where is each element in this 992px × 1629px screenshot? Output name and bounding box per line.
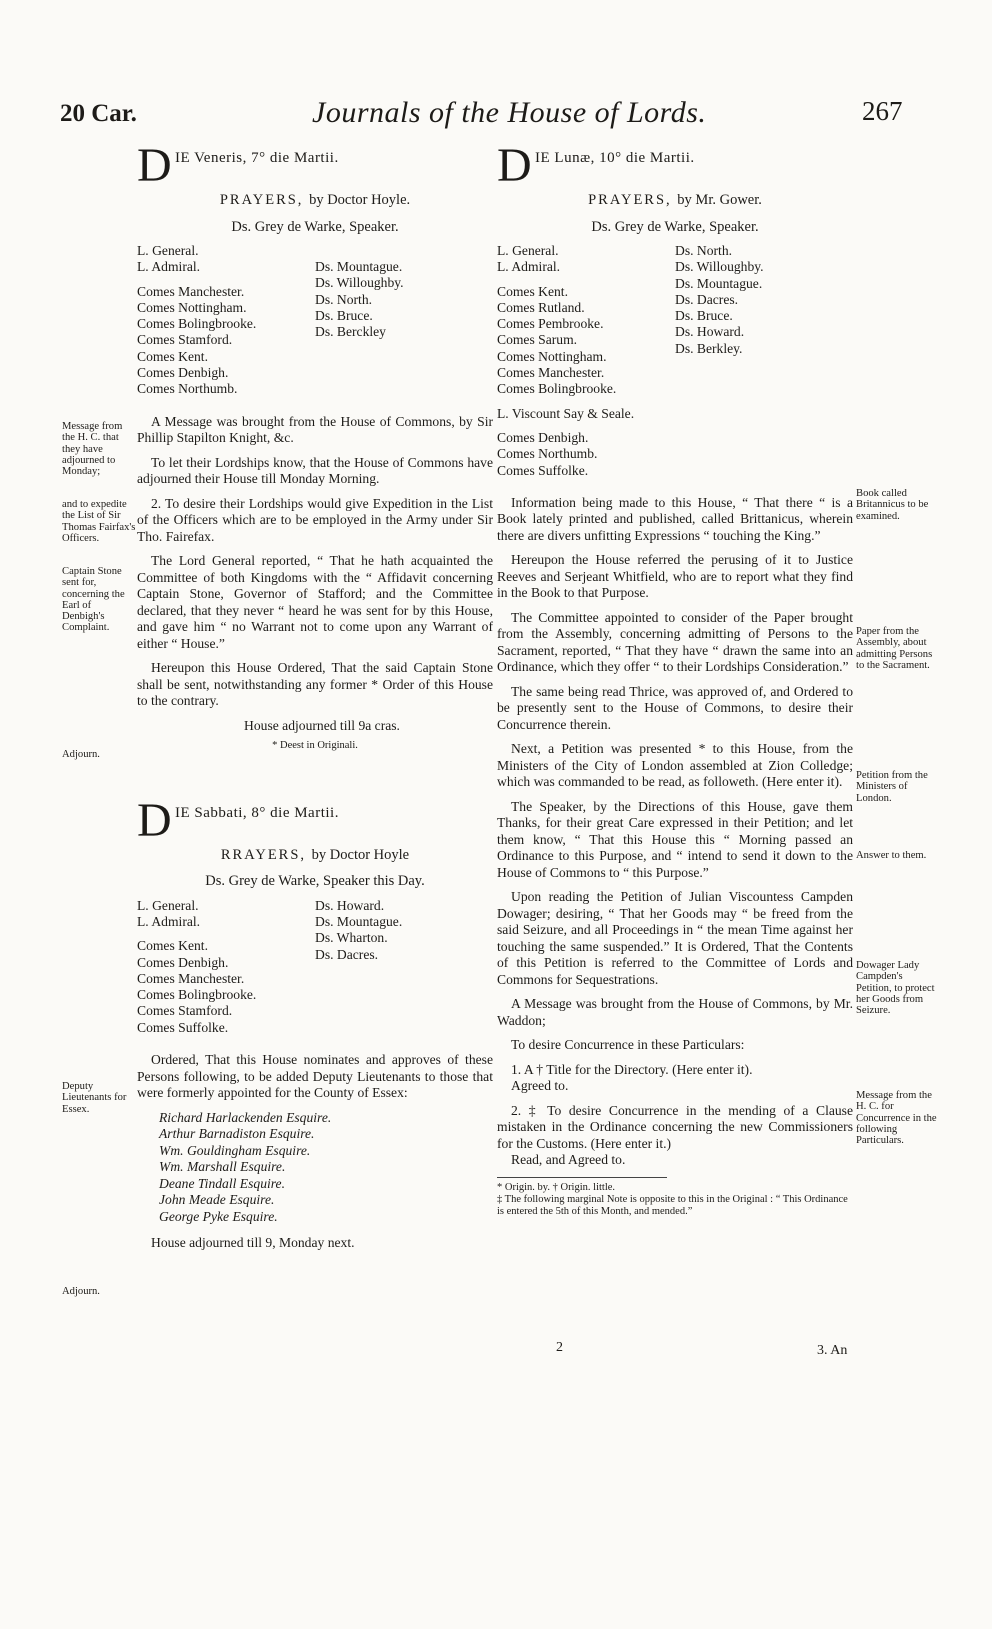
peer: Ds. Wharton. <box>315 930 388 946</box>
paragraph-committee-report: The Committee appointed to consider of the Paper brought from the Assembly, concerning admitting of Persons to the Sacrament, reported, “ That they have “ drawn the same into an Ordinance, which they offer “ to their Lordships Consideration.” <box>497 609 853 675</box>
peers-column-1 <box>137 243 315 398</box>
peer: Ds. Dacres. <box>315 946 379 962</box>
name-item: Wm. Gouldingham Esquire. <box>159 1142 311 1158</box>
peer: Ds. North. <box>315 291 373 307</box>
peers-column-2 <box>315 898 493 1036</box>
footnote-rule <box>497 1177 667 1178</box>
page-title: Journals of the House of Lords. <box>312 96 707 129</box>
paragraph-read-thrice: The same being read Thrice, was approved of, and Ordered to be presently sent to the House of Commons, to desire their Concurrence therein. <box>497 683 853 732</box>
peer: Comes Bolingbrooke. <box>137 987 257 1003</box>
peer: Ds. Dacres. <box>675 291 739 307</box>
peer: Comes Sarum. <box>497 332 578 348</box>
paragraph-deputy-lieutenants: Ordered, That this House nominates and approves of these Persons following, to be added Deputy Lieutenants to those that were formerly appointed for the County of Essex: <box>137 1052 493 1101</box>
margin-note: Deputy Lieutenants for Essex. <box>62 1081 127 1115</box>
peer: Comes Pembrooke. <box>497 316 604 332</box>
footnote: * Deest in Originali. <box>272 740 358 752</box>
margin-note: Dowager Lady Campden's Petition, to protect her Goods from Seizure. <box>856 960 935 1017</box>
peers-column-1 <box>497 243 675 479</box>
peer: L. General. <box>137 243 199 258</box>
paragraph-adjourned: To let their Lordships know, that the House of Commons have adjourned their House till Monday Morning. <box>137 454 493 487</box>
prayers-label: PRAYERS, <box>588 192 672 208</box>
peer: Comes Nottingham. <box>497 348 607 364</box>
peer: L. Viscount Say & Seale. <box>497 405 635 421</box>
header-regnal-year: 20 Car. <box>60 100 137 127</box>
prayers-by: by Doctor Hoyle. <box>309 192 411 208</box>
margin-note: Book called Britannicus to be examined. <box>856 488 929 522</box>
margin-note: Message from the H. C. that they have adjourned to Monday; <box>62 421 123 478</box>
session-heading-8-march <box>137 793 493 847</box>
right-column <box>497 139 853 1218</box>
peer: Comes Suffolke. <box>137 1019 229 1035</box>
peer: Comes Manchester. <box>497 365 605 381</box>
peer: Comes Northumb. <box>137 381 238 397</box>
name-item: John Meade Esquire. <box>159 1192 275 1208</box>
paragraph-information: Information being made to this House, “ That there “ is a Book lately printed and published, called Brittanicus, wherein there are divers unfitting Expressions “ touching the King.” <box>497 494 853 543</box>
name-item: Richard Harlackenden Esquire. <box>159 1109 332 1125</box>
catchword: 3. An <box>817 1343 848 1358</box>
item-customs: 2. ‡ To desire Concurrence in the mending of a Clause mistaken in the Ordinance concerning the new Commissioners for the Customs. (Here enter it.) <box>497 1102 853 1151</box>
paragraph-message: A Message was brought from the House of Commons, by Mr. Waddon; <box>497 996 853 1028</box>
peer: Comes Denbigh. <box>137 365 229 381</box>
paragraph-expedition: 2. To desire their Lordships would give Expedition in the List of the Officers which are to be employed in the Army under Sir Tho. Fairefax. <box>137 495 493 544</box>
peer: L. Admiral. <box>137 259 201 275</box>
prayers-line <box>137 847 493 864</box>
item-agreed: Agreed to. <box>511 1078 569 1094</box>
peer: L. Admiral. <box>137 913 201 929</box>
peer: L. General. <box>137 897 199 913</box>
peers-list <box>137 898 493 1036</box>
adjournment: House adjourned till 9a cras. <box>244 717 400 733</box>
peer: Comes Stamford. <box>137 1003 233 1019</box>
peers-list <box>137 243 493 398</box>
peer: L. General. <box>497 243 559 258</box>
page-number: 267 <box>862 96 903 126</box>
footnote: * Origin. by. † Origin. little. <box>497 1181 616 1193</box>
left-column <box>137 139 493 1260</box>
prayers-line <box>137 192 493 209</box>
item-directory: 1. A † Title for the Directory. (Here enter it). <box>511 1061 753 1077</box>
peer: Ds. Willoughby. <box>675 259 764 275</box>
item-read-agreed: Read, and Agreed to. <box>511 1152 626 1168</box>
prayers-label: PRAYERS, <box>219 192 304 208</box>
peer: Comes Nottingham. <box>137 299 247 315</box>
peer: Comes Northumb. <box>497 446 598 462</box>
margin-note: Paper from the Assembly, about admitting Persons to the Sacrament. <box>856 626 933 671</box>
peer: Comes Bolingbrooke. <box>137 316 257 332</box>
peer: Ds. Howard. <box>315 897 385 913</box>
peer: Comes Kent. <box>137 348 208 364</box>
paragraph-concurrence: To desire Concurrence in these Particulars: <box>511 1037 745 1053</box>
speaker-line: Ds. Grey de Warke, Speaker this Day. <box>205 873 425 890</box>
paragraph-referred: Hereupon the House referred the perusing of it to Justice Reeves and Serjeant Whitfield, who are to report what they find in the Book to that Purpose. <box>497 552 853 601</box>
paragraph-message: A Message was brought from the House of Commons, by Sir Phillip Stapilton Knight, &c. <box>137 413 493 446</box>
peer: Comes Bolingbrooke. <box>497 381 617 397</box>
signature-mark: 2 <box>556 1340 563 1355</box>
margin-note: and to expedite the List of Sir Thomas Fairfax's Officers. <box>62 499 136 544</box>
session-heading-7-march <box>137 139 493 192</box>
peer: Ds. Mountague. <box>315 913 403 929</box>
margin-note: Petition from the Ministers of London. <box>856 770 928 804</box>
prayers-label: RRAYERS, <box>220 846 307 863</box>
adjournment: House adjourned till 9, Monday next. <box>151 1235 355 1251</box>
peer: Ds. North. <box>675 243 733 258</box>
session-heading-10-march <box>497 139 853 192</box>
peers-column-2 <box>315 243 493 398</box>
peer: Ds. Mountague. <box>675 275 763 291</box>
peer: L. Admiral. <box>497 259 561 275</box>
name-item: George Pyke Esquire. <box>159 1208 278 1224</box>
prayers-by: by Doctor Hoyle <box>311 846 410 863</box>
paragraph-petition-ministers: Next, a Petition was presented * to this House, from the Ministers of the City of London assembled at Zion Colledge; which was commanded to be read, as followeth. (Here enter it). <box>497 741 853 790</box>
paragraph-campden-petition: Upon reading the Petition of Julian Viscountess Campden Dowager; desiring, “ That her Goods may “ be freed from the said Seizure, and all Proceedings in “ the mean Time against her touching the same suspended.” It is Ordered, That the Contents of this Petition is referred to the Committee of Lords and Commons for Sequestrations. <box>497 889 853 987</box>
session-date: IE Veneris, 7° die Martii. <box>175 150 339 166</box>
peer: Comes Manchester. <box>137 970 245 986</box>
session-date: IE Lunæ, 10° die Martii. <box>535 150 695 166</box>
peer: Ds. Berckley <box>315 324 386 340</box>
margin-note: Answer to them. <box>856 850 927 861</box>
drop-cap: D <box>497 139 532 192</box>
peer: Comes Kent. <box>137 938 208 954</box>
name-item: Deane Tindall Esquire. <box>159 1175 285 1191</box>
prayers-by: by Mr. Gower. <box>677 192 762 208</box>
drop-cap: D <box>137 139 172 192</box>
speaker-line: Ds. Grey de Warke, Speaker. <box>591 218 759 235</box>
footnote: ‡ The following marginal Note is opposite to this in the Original : “ This Ordinance is entered the 5th of this Month, and mended.” <box>497 1193 848 1217</box>
session-date: IE Sabbati, 8° die Martii. <box>175 804 339 821</box>
peer: Comes Denbigh. <box>137 954 229 970</box>
margin-note: Message from the H. C. for Concurrence in the following Particulars. <box>856 1090 937 1147</box>
peer: Comes Manchester. <box>137 283 245 299</box>
peers-list <box>497 243 853 479</box>
name-item: Wm. Marshall Esquire. <box>159 1159 286 1175</box>
paragraph-speaker-thanks: The Speaker, by the Directions of this House, gave them Thanks, for their great Care expressed in their Petition; and let them know, “ That this House this “ Morning passed an Ordinance to this Purpose, and “ intend to send it down to the House of Commons to “ this Purpose.” <box>497 798 853 880</box>
peers-column-2 <box>675 243 853 479</box>
margin-note: Adjourn. <box>62 1286 100 1297</box>
peer: Ds. Bruce. <box>675 308 733 324</box>
paragraph-report: The Lord General reported, “ That he hath acquainted the Committee of both Kingdoms with the “ Affidavit concerning Captain Stone, Governor of Stafford; and the Committee declared, that they never “ heard he was sent for by this House, and gave him “ no Warrant not to come upon any Warrant of either “ House.” <box>137 553 493 651</box>
margin-note: Captain Stone sent for, concerning the Earl of Denbigh's Complaint. <box>62 566 125 634</box>
name-item: Arthur Barnadiston Esquire. <box>159 1126 315 1142</box>
peer: Ds. Berkley. <box>675 340 743 356</box>
peer: Comes Suffolke. <box>497 462 589 478</box>
margin-note: Adjourn. <box>62 749 100 760</box>
speaker-line: Ds. Grey de Warke, Speaker. <box>231 218 399 235</box>
peer: Comes Rutland. <box>497 299 585 315</box>
peer: Comes Stamford. <box>137 332 233 348</box>
peer: Ds. Mountague. <box>315 259 403 274</box>
deputy-lieutenants-list <box>137 1110 493 1226</box>
peer: Ds. Howard. <box>675 324 745 340</box>
peers-column-1 <box>137 898 315 1036</box>
peer: Ds. Bruce. <box>315 307 373 323</box>
prayers-line <box>497 192 853 209</box>
peer: Ds. Willoughby. <box>315 275 404 291</box>
peer: Comes Kent. <box>497 283 568 299</box>
drop-cap: D <box>137 793 172 847</box>
paragraph-ordered: Hereupon this House Ordered, That the said Captain Stone shall be sent, notwithstanding any former * Order of this House to the contrary. <box>137 660 493 709</box>
peer: Comes Denbigh. <box>497 429 589 445</box>
